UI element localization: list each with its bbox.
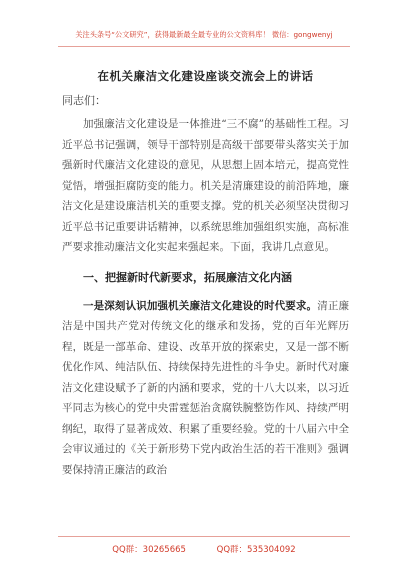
- page-header: [0, 0, 408, 48]
- intro-paragraph: 加强廉洁文化建设是一体推进“三不腐”的基础性工程。习近平总书记强调，领导干部特别是高级干部要带头落实关于加强新时代廉洁文化建设的意见，从思想上固本培元，提高党性觉悟，增强拒腐防变的能力。机关是清廉建设的前沿阵地，廉洁文化是建设廉洁机关的重要支撑。党的机关必须坚决贯彻习近平总书记重要讲话精神，以系统思维加强组织实施，高标准严要求推动廉洁文化实起来强起来。下面，我讲几点意见。: [62, 118, 349, 253]
- footer-contact-line: [0, 543, 408, 555]
- page-footer: [0, 536, 408, 560]
- document-body: [62, 68, 349, 480]
- footer-divider: [58, 536, 350, 537]
- header-divider: [58, 46, 350, 47]
- section-heading: 一、把握新时代新要求，拓展廉洁文化内涵: [83, 270, 292, 284]
- section-lead-sentence: 一是深刻认识加强机关廉洁文化建设的时代要求。: [83, 299, 318, 312]
- header-promo-text: 关注头条号“公文研究”，获得最新最全最专业的公文资料库！ 微信：gongwenyj: [75, 30, 333, 39]
- paragraph-spacer: [62, 258, 349, 268]
- salutation: 同志们：: [62, 94, 106, 107]
- document-title: 在机关廉洁文化建设座谈交流会上的讲话: [97, 69, 314, 83]
- section-paragraph: [62, 296, 349, 481]
- section-body-text: 清正廉洁是中国共产党对传统文化的继承和发扬，党的百年光辉历程，既是一部革命、建设、改革开放的探索史，又是一部不断优化作风、纯洁队伍、持续保持先进性的斗争史。新时代对廉洁文化建设赋予了新的内涵和要求，党的十八大以来，以习近平同志为核心的党中央雷霆惩治贪腐铁腕整饬作风、持续严明纲纪，取得了显著成效、积累了重要经验。党的十八届六中全会审议通过的《关于新形势下党内政治生活的若干准则》强调要保持清正廉洁的政治: [62, 299, 350, 476]
- footer-qq-group-2: QQ群：535304092: [216, 545, 296, 555]
- footer-qq-group-1: QQ群：30265665: [112, 545, 186, 555]
